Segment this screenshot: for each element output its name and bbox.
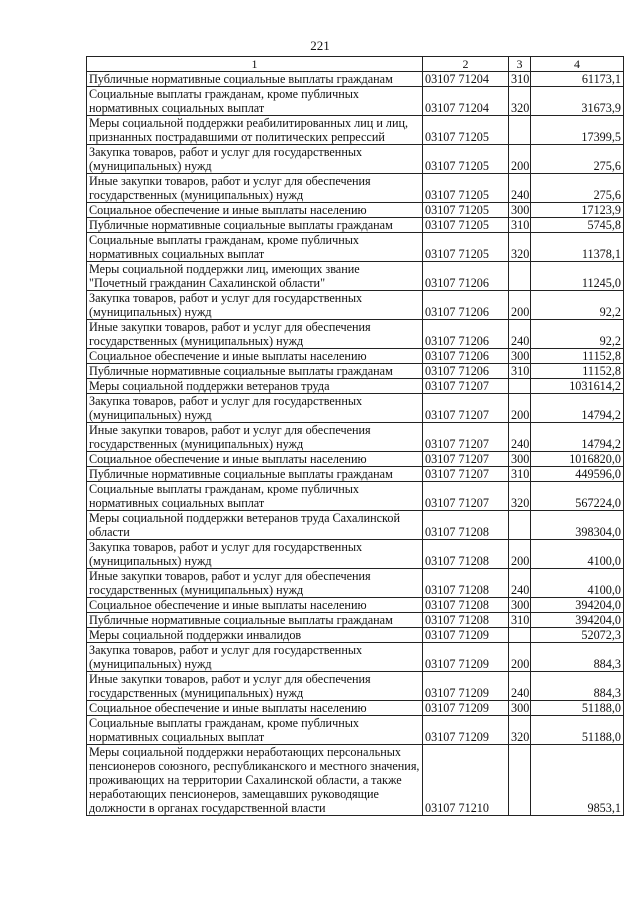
row-kind-cell: 310 [509,467,531,482]
header-row [87,57,624,72]
table-row [87,613,624,628]
row-kind-cell: 240 [509,569,531,598]
row-name-cell: Закупка товаров, работ и услуг для государственных (муниципальных) нужд [87,145,423,174]
row-code-cell: 03107 71206 [423,291,509,320]
row-kind-cell: 200 [509,643,531,672]
table-row [87,291,624,320]
row-kind-cell [509,379,531,394]
table-row [87,482,624,511]
row-code-cell: 03107 71207 [423,423,509,452]
table-row [87,174,624,203]
row-code-cell: 03107 71204 [423,72,509,87]
table-body [87,72,624,816]
row-kind-cell: 200 [509,145,531,174]
row-name-cell: Социальные выплаты гражданам, кроме публичных нормативных социальных выплат [87,716,423,745]
row-code-cell: 03107 71209 [423,672,509,701]
row-amount-cell: 884,3 [531,672,624,701]
row-name-cell: Социальные выплаты гражданам, кроме публичных нормативных социальных выплат [87,482,423,511]
row-amount-cell: 51188,0 [531,716,624,745]
row-code-cell: 03107 71208 [423,511,509,540]
table-row [87,701,624,716]
header-col-3: 3 [509,57,531,72]
row-kind-cell: 200 [509,540,531,569]
row-kind-cell: 310 [509,364,531,379]
table-row [87,511,624,540]
row-amount-cell: 11152,8 [531,364,624,379]
row-name-cell: Социальные выплаты гражданам, кроме публичных нормативных социальных выплат [87,87,423,116]
row-kind-cell [509,745,531,816]
row-code-cell: 03107 71204 [423,87,509,116]
row-name-cell: Закупка товаров, работ и услуг для государственных (муниципальных) нужд [87,394,423,423]
row-amount-cell: 17123,9 [531,203,624,218]
row-code-cell: 03107 71209 [423,628,509,643]
table-row [87,320,624,349]
row-code-cell: 03107 71209 [423,716,509,745]
row-code-cell: 03107 71207 [423,452,509,467]
row-code-cell: 03107 71205 [423,218,509,233]
row-name-cell: Меры социальной поддержки инвалидов [87,628,423,643]
row-amount-cell: 398304,0 [531,511,624,540]
row-name-cell: Публичные нормативные социальные выплаты гражданам [87,218,423,233]
row-code-cell: 03107 71206 [423,364,509,379]
row-amount-cell: 1031614,2 [531,379,624,394]
row-amount-cell: 11378,1 [531,233,624,262]
row-code-cell: 03107 71207 [423,482,509,511]
table-row [87,72,624,87]
row-amount-cell: 275,6 [531,174,624,203]
row-code-cell: 03107 71207 [423,379,509,394]
row-name-cell: Меры социальной поддержки ветеранов труда [87,379,423,394]
table-row [87,379,624,394]
row-kind-cell: 240 [509,423,531,452]
row-code-cell: 03107 71207 [423,467,509,482]
table-row [87,233,624,262]
row-name-cell: Социальное обеспечение и иные выплаты населению [87,598,423,613]
row-code-cell: 03107 71205 [423,174,509,203]
row-name-cell: Социальное обеспечение и иные выплаты населению [87,701,423,716]
row-name-cell: Иные закупки товаров, работ и услуг для обеспечения государственных (муниципальных) нужд [87,423,423,452]
row-name-cell: Социальные выплаты гражданам, кроме публичных нормативных социальных выплат [87,233,423,262]
header-col-1: 1 [87,57,423,72]
table-row [87,628,624,643]
table-row [87,540,624,569]
row-name-cell: Публичные нормативные социальные выплаты гражданам [87,467,423,482]
row-code-cell: 03107 71205 [423,116,509,145]
table-row [87,452,624,467]
row-amount-cell: 92,2 [531,291,624,320]
row-amount-cell: 1016820,0 [531,452,624,467]
row-code-cell: 03107 71206 [423,320,509,349]
table-row [87,467,624,482]
row-name-cell: Меры социальной поддержки неработающих персональных пенсионеров союзного, республиканского и местного значения, проживающих на территории Сахалинской области, а также неработающих пенсионеров, замещавших руководящие должности в органах государственной власти [87,745,423,816]
row-amount-cell: 92,2 [531,320,624,349]
row-name-cell: Социальное обеспечение и иные выплаты населению [87,452,423,467]
row-code-cell: 03107 71207 [423,394,509,423]
row-name-cell: Иные закупки товаров, работ и услуг для обеспечения государственных (муниципальных) нужд [87,672,423,701]
table-row [87,145,624,174]
row-code-cell: 03107 71205 [423,233,509,262]
row-amount-cell: 394204,0 [531,613,624,628]
row-amount-cell: 61173,1 [531,72,624,87]
table-row [87,394,624,423]
row-amount-cell: 11152,8 [531,349,624,364]
row-amount-cell: 567224,0 [531,482,624,511]
row-amount-cell: 275,6 [531,145,624,174]
row-amount-cell: 5745,8 [531,218,624,233]
row-code-cell: 03107 71206 [423,349,509,364]
row-name-cell: Публичные нормативные социальные выплаты гражданам [87,364,423,379]
table-row [87,262,624,291]
row-code-cell: 03107 71208 [423,540,509,569]
row-kind-cell: 200 [509,291,531,320]
row-name-cell: Публичные нормативные социальные выплаты гражданам [87,72,423,87]
row-name-cell: Иные закупки товаров, работ и услуг для обеспечения государственных (муниципальных) нужд [87,569,423,598]
row-amount-cell: 11245,0 [531,262,624,291]
row-kind-cell: 320 [509,87,531,116]
row-name-cell: Публичные нормативные социальные выплаты гражданам [87,613,423,628]
row-name-cell: Меры социальной поддержки ветеранов труда Сахалинской области [87,511,423,540]
row-kind-cell: 240 [509,672,531,701]
page-number: 221 [310,38,330,53]
budget-table [86,56,624,816]
table-row [87,672,624,701]
row-kind-cell [509,511,531,540]
row-kind-cell: 320 [509,233,531,262]
row-kind-cell: 300 [509,203,531,218]
row-kind-cell: 300 [509,452,531,467]
row-name-cell: Закупка товаров, работ и услуг для государственных (муниципальных) нужд [87,291,423,320]
row-amount-cell: 14794,2 [531,423,624,452]
row-amount-cell: 4100,0 [531,540,624,569]
table-row [87,643,624,672]
row-kind-cell: 320 [509,716,531,745]
row-name-cell: Социальное обеспечение и иные выплаты населению [87,203,423,218]
header-col-2: 2 [423,57,509,72]
table-row [87,569,624,598]
row-kind-cell: 300 [509,598,531,613]
row-code-cell: 03107 71210 [423,745,509,816]
table-row [87,598,624,613]
row-kind-cell: 310 [509,72,531,87]
row-name-cell: Закупка товаров, работ и услуг для государственных (муниципальных) нужд [87,643,423,672]
table-row [87,745,624,816]
row-code-cell: 03107 71208 [423,598,509,613]
row-name-cell: Меры социальной поддержки лиц, имеющих звание "Почетный гражданин Сахалинской области" [87,262,423,291]
row-kind-cell: 200 [509,394,531,423]
row-kind-cell [509,262,531,291]
row-code-cell: 03107 71206 [423,262,509,291]
row-kind-cell: 300 [509,349,531,364]
row-amount-cell: 394204,0 [531,598,624,613]
row-kind-cell: 320 [509,482,531,511]
row-amount-cell: 449596,0 [531,467,624,482]
table-row [87,423,624,452]
row-amount-cell: 31673,9 [531,87,624,116]
row-code-cell: 03107 71208 [423,613,509,628]
table-row [87,203,624,218]
table-row [87,116,624,145]
table-row [87,349,624,364]
row-kind-cell: 240 [509,320,531,349]
row-kind-cell: 310 [509,613,531,628]
row-kind-cell: 310 [509,218,531,233]
row-amount-cell: 51188,0 [531,701,624,716]
row-code-cell: 03107 71205 [423,203,509,218]
header-col-4: 4 [531,57,624,72]
row-name-cell: Иные закупки товаров, работ и услуг для обеспечения государственных (муниципальных) нужд [87,174,423,203]
row-amount-cell: 14794,2 [531,394,624,423]
row-name-cell: Социальное обеспечение и иные выплаты населению [87,349,423,364]
table-row [87,364,624,379]
row-name-cell: Иные закупки товаров, работ и услуг для обеспечения государственных (муниципальных) нужд [87,320,423,349]
row-name-cell: Закупка товаров, работ и услуг для государственных (муниципальных) нужд [87,540,423,569]
row-kind-cell [509,116,531,145]
row-amount-cell: 52072,3 [531,628,624,643]
row-name-cell: Меры социальной поддержки реабилитированных лиц и лиц, признанных пострадавшими от политических репрессий [87,116,423,145]
row-kind-cell: 300 [509,701,531,716]
row-kind-cell [509,628,531,643]
table-row [87,716,624,745]
row-amount-cell: 17399,5 [531,116,624,145]
row-code-cell: 03107 71208 [423,569,509,598]
row-amount-cell: 884,3 [531,643,624,672]
row-amount-cell: 9853,1 [531,745,624,816]
row-code-cell: 03107 71209 [423,701,509,716]
table-row [87,87,624,116]
table-row [87,218,624,233]
row-amount-cell: 4100,0 [531,569,624,598]
row-code-cell: 03107 71205 [423,145,509,174]
row-code-cell: 03107 71209 [423,643,509,672]
row-kind-cell: 240 [509,174,531,203]
